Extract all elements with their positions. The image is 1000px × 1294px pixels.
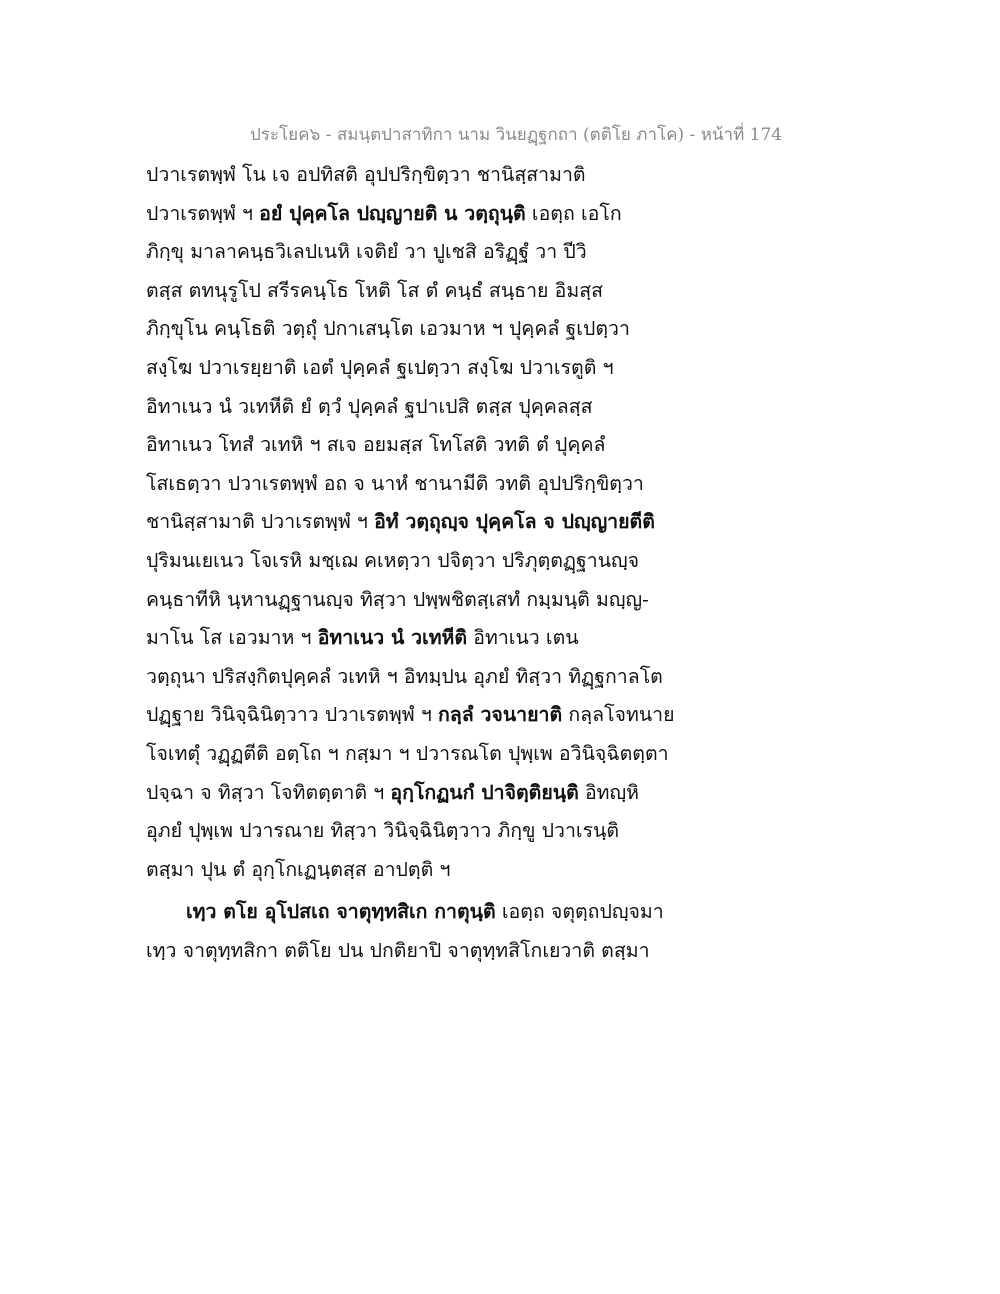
text-line [146, 542, 676, 581]
text-segment: ตสฺส ตทนุรูโป สรีรคนฺโธ โหติ โส ตํ คนฺธํ สนฺธาย อิมสฺส [146, 278, 604, 302]
text-segment: คนฺธาทีหิ นฺหานฏฺฐานญฺจ ทิสฺวา ปพฺพชิตสฺเสทํ กมฺมนฺติ มญฺญ- [146, 587, 649, 611]
text-line [146, 272, 676, 311]
text-line [146, 465, 676, 504]
text-line [146, 426, 676, 465]
text-line [146, 310, 676, 349]
text-segment: อิทาเนว นํ วเทหีติ ยํ ตฺวํ ปุคฺคลํ ฐปาเปสิ ตสฺส ปุคฺคลสฺส [146, 394, 593, 418]
text-line [146, 503, 676, 542]
text-segment: เอตฺถ จตุตฺถปญฺจมา [495, 900, 664, 924]
text-line [146, 349, 676, 388]
bold-term: อิทํ วตฺถุญฺจ ปุคฺคโล จ ปญฺญายตีติ [374, 510, 655, 534]
text-segment: ภิกฺขุ มาลาคนฺธวิเลปเนหิ เจติยํ วา ปูเชสิ อริฏฺฐํ วา ปีวิ [146, 240, 587, 264]
text-segment: วตฺถุนา ปริสงฺกิตปุคฺคลํ วเทหิ ฯ อิทมฺปน อุภยํ ทิสฺวา ทิฏฺฐกาลโต [146, 664, 663, 688]
body-text [146, 156, 676, 970]
text-segment: ชานิสฺสามาติ ปวาเรตพฺพํ ฯ [146, 510, 375, 534]
text-segment: เทฺว จาตุทฺทสิกา ตติโย ปน ปกติยาปิ จาตุทฺทสิโกเยวาติ ตสฺมา [146, 938, 650, 962]
text-segment: โสเธตฺวา ปวาเรตพฺพํ อถ จ นาหํ ชานามีติ วทติ อุปปริกฺขิตฺวา [146, 471, 644, 495]
text-segment: ปจฺฉา จ ทิสฺวา โจทิตตฺตาติ ฯ [146, 780, 391, 804]
text-line [146, 156, 676, 195]
text-segment: โจเทตุํ วฏฺฏตีติ อตฺโถ ฯ กสฺมา ฯ ปวารณโต ปุพฺเพ อวินิจฺฉิตตฺตา [146, 741, 669, 765]
text-segment: ปฏฺฐาย วินิจฺฉินิตฺวาว ปวาเรตพฺพํ ฯ [146, 703, 438, 727]
text-line [146, 893, 676, 932]
text-segment: ปวาเรตพฺพํ โน เจ อปทิสติ อุปปริกฺขิตฺวา ชานิสฺสามาติ [146, 163, 586, 186]
bold-term: เทฺว ตโย อุโปสเถ จาตุทฺทสิเก กาตุนฺติ [186, 900, 496, 924]
text-segment: มาโน โส เอวมาห ฯ [146, 626, 318, 650]
text-line [146, 195, 676, 234]
text-line [146, 851, 676, 890]
text-line [146, 812, 676, 851]
text-segment: อิทาเนว เตน [467, 626, 579, 650]
text-segment: อุภยํ ปุพฺเพ ปวารณาย ทิสฺวา วินิจฺฉินิตฺวาว ภิกฺขู ปวาเรนฺติ [146, 819, 620, 843]
text-segment: ภิกฺขุโน คนฺโธติ วตฺถุํ ปกาเสนฺโต เอวมาห ฯ ปุคฺคลํ ฐเปตฺวา [146, 317, 630, 341]
text-segment: เอตฺถ เอโก [525, 201, 622, 225]
text-segment: อิทาเนว โทสํ วเทหิ ฯ สเจ อยมสฺส โทโสติ วทติ ตํ ปุคฺคลํ [146, 433, 606, 457]
text-line [146, 233, 676, 272]
text-line [146, 735, 676, 774]
text-line [146, 658, 676, 697]
text-segment: อิทญฺหิ [578, 780, 639, 804]
bold-term: กลฺลํ วจนายาติ [437, 703, 563, 727]
text-segment: ปุริมนเยเนว โจเรหิ มชฺเฌ คเหตฺวา ปจิตฺวา ปริภุตฺตฏฺฐานญฺจ [146, 548, 640, 572]
text-segment: ตสฺมา ปุน ตํ อุกฺโกเฏนฺตสฺส อาปตฺติ ฯ [146, 857, 451, 881]
text-line [146, 932, 676, 971]
text-line [146, 388, 676, 427]
text-line [146, 581, 676, 620]
text-line [146, 619, 676, 658]
bold-term: อุกฺโกฏนกํ ปาจิตฺติยนฺติ [390, 780, 579, 804]
text-line [146, 774, 676, 813]
text-segment: กลฺลโจทนาย [562, 703, 675, 727]
text-segment: ปวาเรตพฺพํ ฯ [146, 201, 260, 225]
bold-term: อยํ ปุคฺคโล ปญฺญายติ น วตฺถุนฺติ [259, 201, 526, 225]
bold-term: อิทาเนว นํ วเทหีติ [317, 626, 468, 650]
text-segment: สงฺโฆ ปวาเรยฺยาติ เอตํ ปุคฺคลํ ฐเปตฺวา สงฺโฆ ปวาเรตูติ ฯ [146, 355, 614, 379]
text-line [146, 696, 676, 735]
page-header: ประโยค๖ - สมนฺตปาสาทิกา นาม วินยฏฺฐกถา (ตติโย ภาโค) - หน้าที่ 174 [250, 125, 783, 145]
